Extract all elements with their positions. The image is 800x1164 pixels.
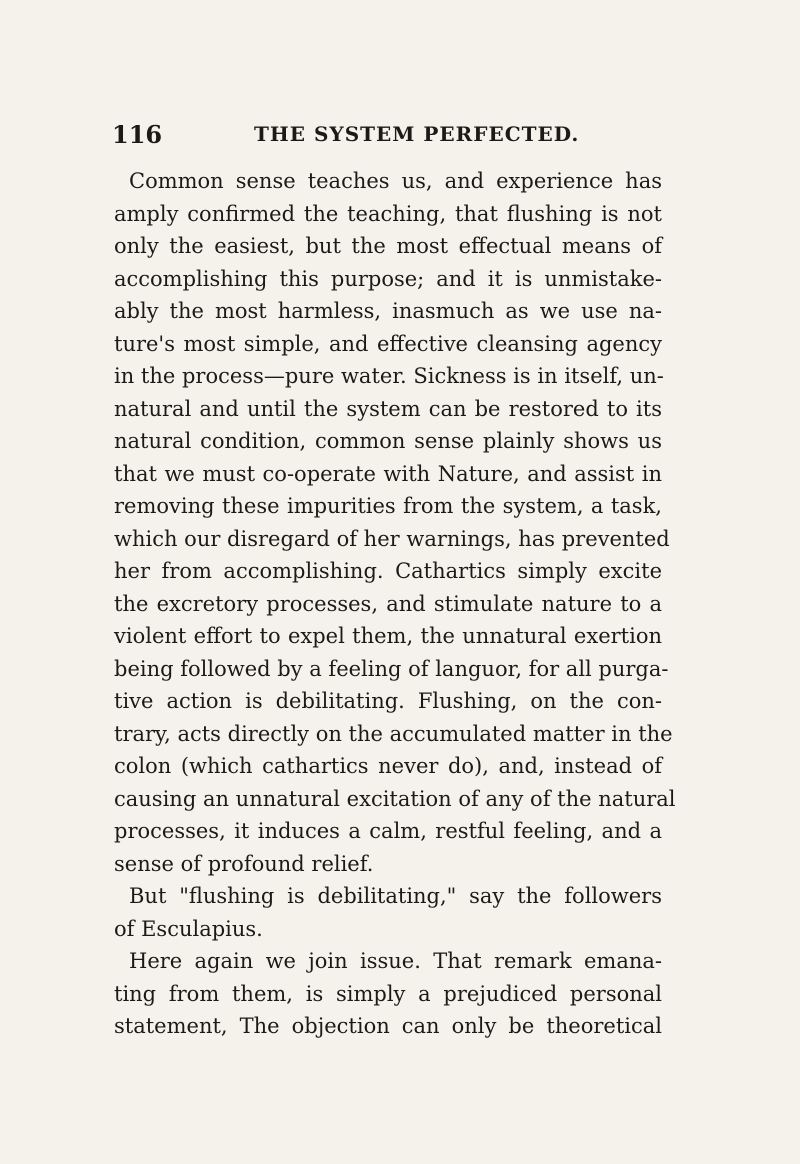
text-line: ably the most harmless, inasmuch as we use na- — [114, 299, 662, 323]
text-line: processes, it induces a calm, restful feeling, and a — [114, 819, 662, 843]
text-line: statement, The objection can only be theoretical — [114, 1014, 662, 1038]
text-line: colon (which cathartics never do), and, instead of — [114, 754, 662, 778]
text-line: violent effort to expel them, the unnatural exertion — [114, 624, 662, 648]
text-line: trary, acts directly on the accumulated matter in the — [114, 721, 673, 746]
text-line: ting from them, is simply a prejudiced personal — [114, 981, 662, 1006]
page-number: 116 — [112, 120, 163, 149]
text-line: sense of profound relief. — [114, 851, 374, 876]
text-line: that we must co-operate with Nature, and assist in — [114, 461, 662, 486]
text-line: only the easiest, but the most effectual means of — [114, 234, 662, 258]
text-line: natural condition, common sense plainly shows us — [114, 429, 662, 453]
text-line: causing an unnatural excitation of any of the natural — [114, 786, 676, 811]
text-line: amply confirmed the teaching, that flushing is not — [114, 201, 662, 226]
text-line: natural and until the system can be restored to its — [114, 396, 662, 421]
text-line: the excretory processes, and stimulate nature to a — [114, 591, 662, 616]
running-head — [112, 120, 672, 150]
text-line: of Esculapius. — [114, 916, 263, 941]
text-line: tive action is debilitating. Flushing, on the con- — [114, 689, 662, 713]
text-line: removing these impurities from the system, a task, — [114, 494, 662, 518]
running-title: THE SYSTEM PERFECTED. — [254, 122, 580, 146]
text-line: in the process—pure water. Sickness is in itself, un- — [114, 364, 664, 388]
text-line: being followed by a feeling of languor, for all purga- — [114, 656, 669, 681]
body-text — [114, 165, 676, 1043]
text-line: accomplishing this purpose; and it is unmistake- — [114, 266, 662, 291]
text-line: Common sense teaches us, and experience has — [129, 169, 662, 193]
text-line: which our disregard of her warnings, has prevented — [114, 526, 670, 551]
text-line: But "flushing is debilitating," say the followers — [129, 884, 662, 908]
text-line: Here again we join issue. That remark emana- — [129, 949, 662, 973]
text-line: her from accomplishing. Cathartics simply excite — [114, 559, 662, 583]
text-line: ture's most simple, and effective cleansing agency — [114, 331, 662, 356]
